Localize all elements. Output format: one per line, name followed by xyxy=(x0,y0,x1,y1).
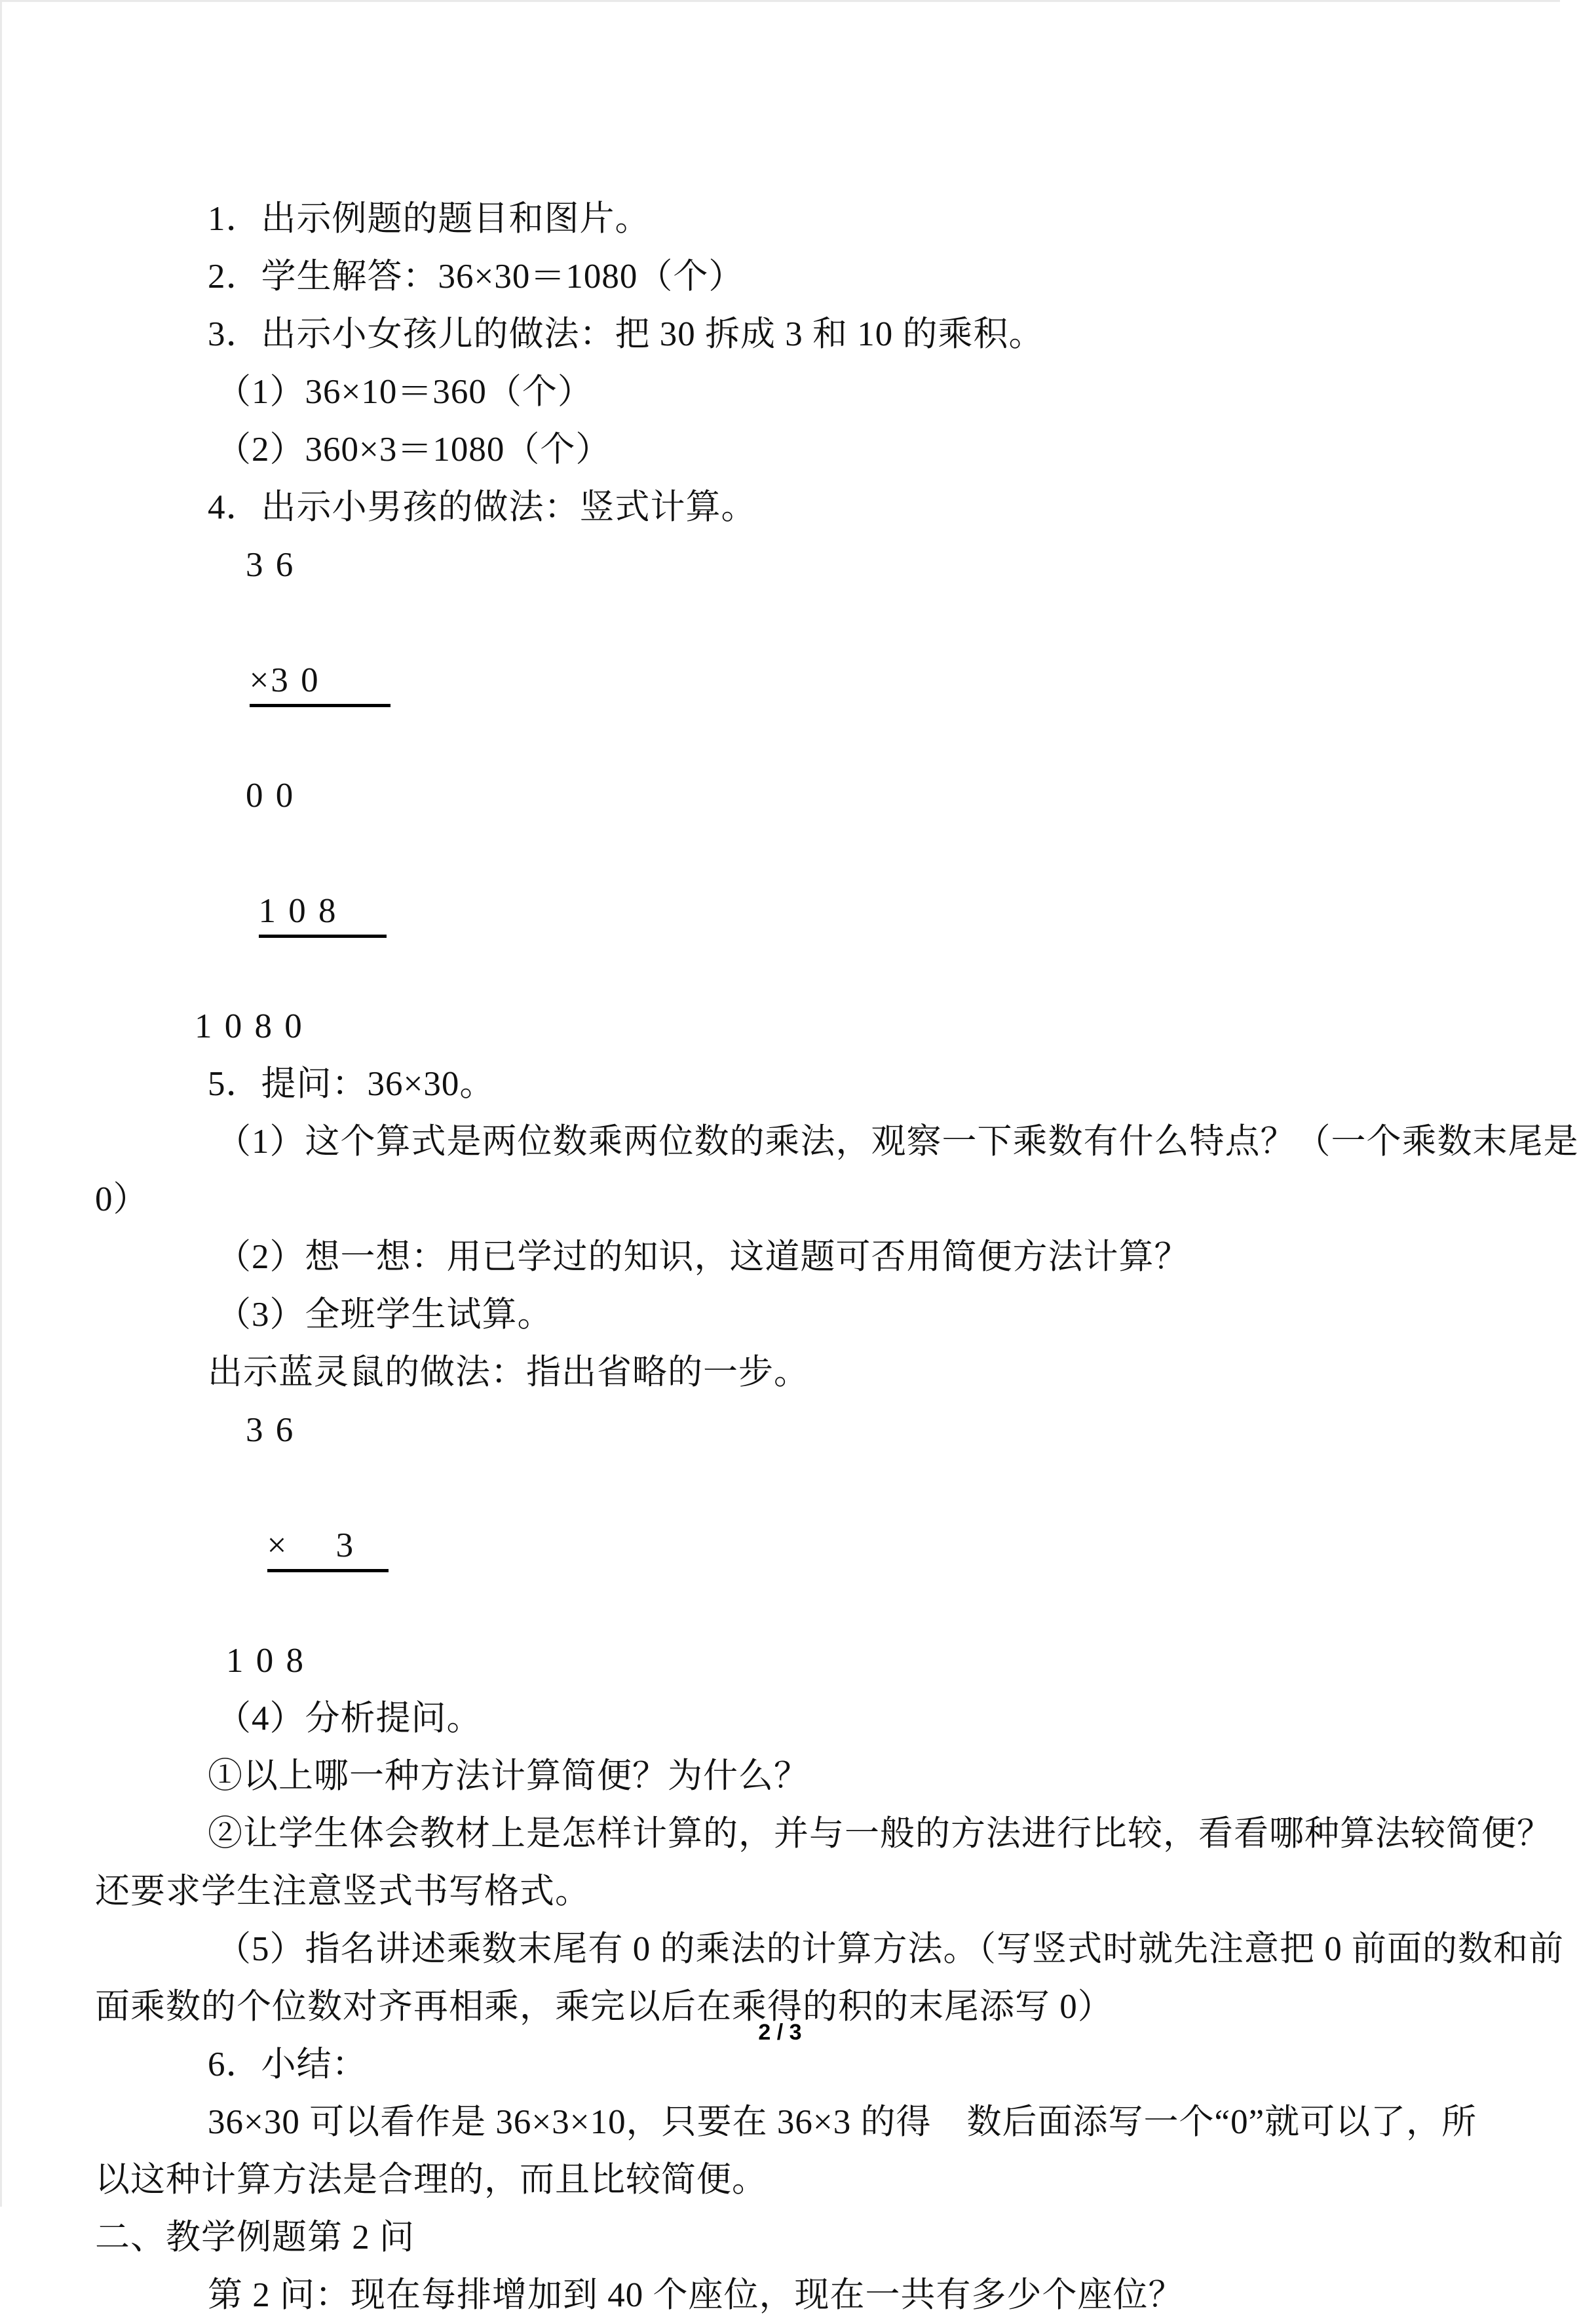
calc-row-partial-product: 0 0 xyxy=(246,777,295,815)
text-line: 第 2 问：现在每排增加到 40 个座位，现在一共有多少个座位？ xyxy=(208,2276,1184,2314)
text-line: （1）36×10＝360（个） xyxy=(216,373,593,411)
calc-row-partial-product xyxy=(95,824,1560,997)
calc-underline: × 3 xyxy=(267,1524,389,1572)
text-line: ①以上哪一种方法计算简便？为什么？ xyxy=(208,1757,809,1795)
text-line: （3）全班学生试算。 xyxy=(216,1296,553,1334)
text-line: （2）想一想：用已学过的知识，这道题可否用简便方法计算？ xyxy=(216,1238,1190,1276)
text-line: （2）360×3＝1080（个） xyxy=(216,431,611,469)
text-line: 5．提问：36×30。 xyxy=(208,1065,495,1103)
calc-row-multiplier xyxy=(95,1459,1560,1632)
calc-row-multiplier xyxy=(95,594,1560,767)
text-line: 3．出示小女孩儿的做法：把 30 拆成 3 和 10 的乘积。 xyxy=(208,315,1044,353)
text-line: 4．出示小男孩的做法：竖式计算。 xyxy=(208,488,757,526)
text-line: 0） xyxy=(95,1180,149,1218)
text-line: （5）指名讲述乘数末尾有 0 的乘法的计算方法。（写竖式时就先注意把 0 前面的数和前 xyxy=(216,1930,1564,1968)
calc-row-product: 1 0 8 xyxy=(226,1642,305,1680)
calc-underline: ×3 0 xyxy=(250,659,390,707)
calc-row-product: 1 0 8 0 xyxy=(195,1007,304,1045)
text-line: （4）分析提问。 xyxy=(216,1699,482,1737)
text-line: 以这种计算方法是合理的，而且比较简便。 xyxy=(95,2161,767,2199)
text-line: 1．出示例题的题目和图片。 xyxy=(208,200,651,238)
text-line: 出示蓝灵鼠的做法：指出省略的一步。 xyxy=(208,1353,809,1391)
text-line: （1）这个算式是两位数乘两位数的乘法，观察一下乘数有什么特点？（一个乘数末尾是 xyxy=(216,1123,1579,1161)
calc-underline: 1 0 8 xyxy=(259,889,387,938)
text-line: 6．小结： xyxy=(208,2045,368,2083)
text-line: 二、教学例题第 2 问 xyxy=(95,2218,415,2256)
page-number: 2 / 3 xyxy=(758,2020,802,2045)
text-line: 2．学生解答：36×30＝1080（个） xyxy=(208,258,744,296)
calc-row-multiplicand: 3 6 xyxy=(246,546,295,584)
text-line: 面乘数的个位数对齐再相乘，乘完以后在乘得的积的末尾添写 0） xyxy=(95,1988,1113,2026)
text-line: 还要求学生注意竖式书写格式。 xyxy=(95,1872,590,1910)
text-line: 36×30 可以看作是 36×3×10，只要在 36×3 的得 数后面添写一个“0”就可以了，所 xyxy=(208,2103,1477,2141)
text-line: ②让学生体会教材上是怎样计算的，并与一般的方法进行比较，看看哪种算法较简便？ xyxy=(208,1815,1552,1853)
calc-row-multiplicand: 3 6 xyxy=(246,1411,295,1449)
